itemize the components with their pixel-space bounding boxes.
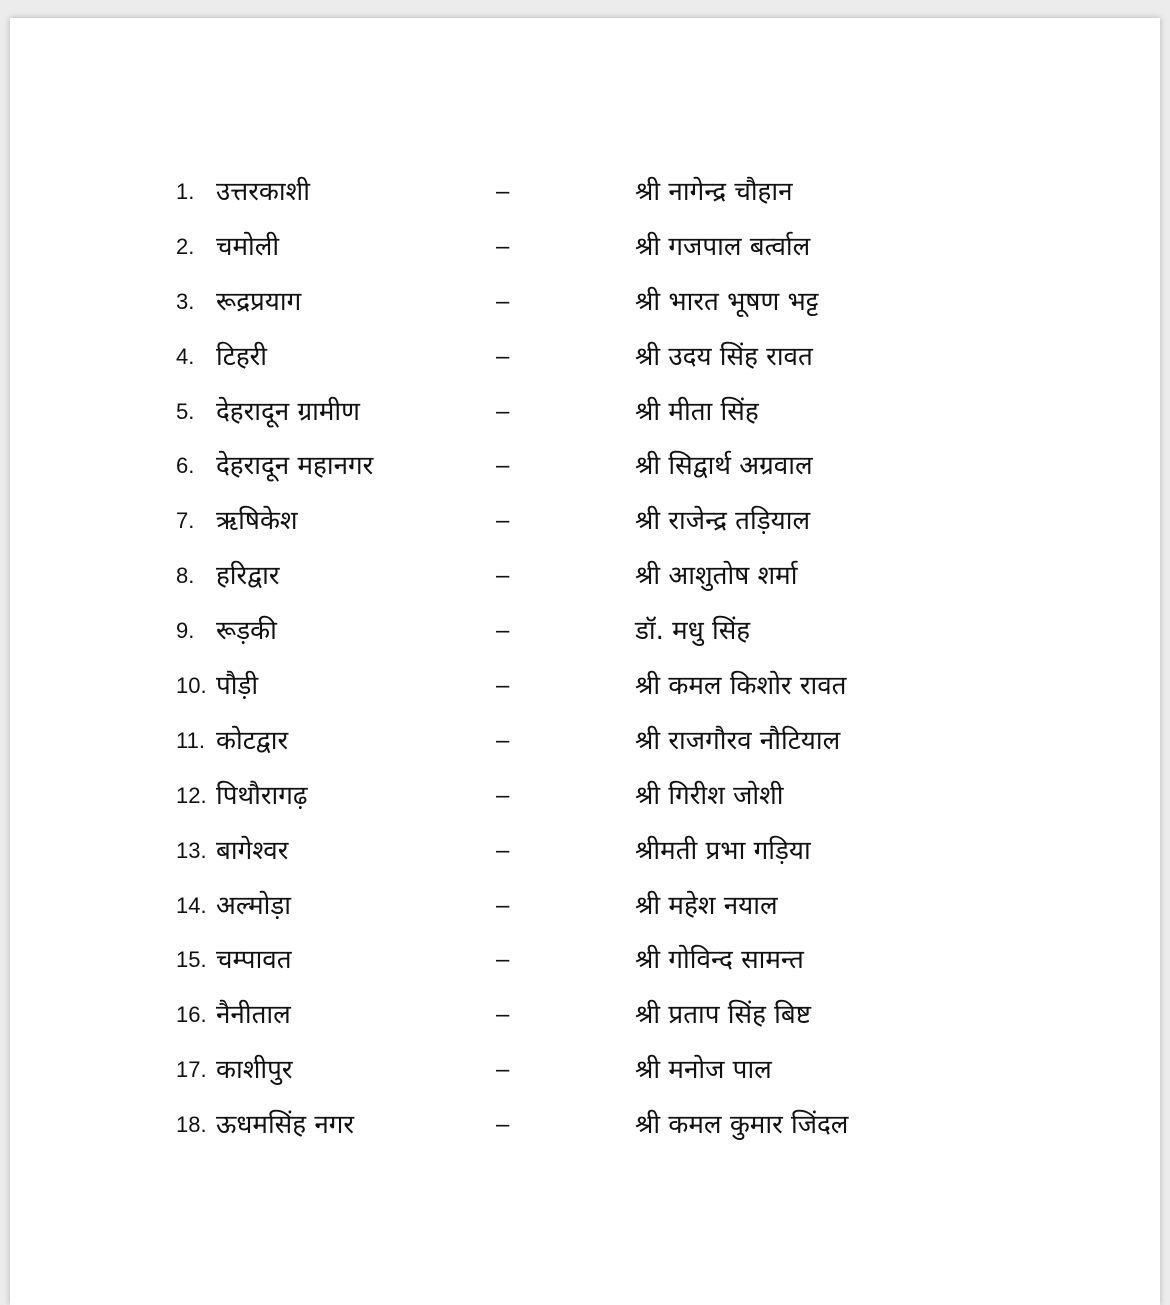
separator-dash: – <box>496 178 510 205</box>
list-item <box>10 1098 1160 1153</box>
list-item <box>10 879 1160 934</box>
separator-dash: – <box>496 891 510 919</box>
district-name: ऋषिकेश <box>216 506 298 537</box>
district-name: चम्पावत <box>216 945 292 976</box>
item-number: 10. <box>176 673 207 699</box>
item-number: 7. <box>176 508 195 534</box>
separator-dash: – <box>496 617 510 645</box>
district-name: काशीपुर <box>216 1055 293 1086</box>
item-number: 17. <box>176 1057 207 1083</box>
list-item <box>10 494 1160 549</box>
list-item <box>10 165 1160 220</box>
separator-dash: – <box>496 342 510 370</box>
item-number: 6. <box>176 453 195 479</box>
item-number: 8. <box>176 563 195 589</box>
district-name: कोटद्वार <box>216 725 289 756</box>
person-name: श्रीमती प्रभा गड़िया <box>635 835 811 866</box>
separator-dash: – <box>496 452 510 480</box>
separator-dash: – <box>496 397 510 425</box>
item-number: 3. <box>176 288 195 314</box>
list-item <box>10 933 1160 988</box>
list-item <box>10 714 1160 769</box>
district-name: उत्तरकाशी <box>216 177 310 207</box>
person-name: श्री गजपाल बर्त्वाल <box>635 231 811 262</box>
separator-dash: – <box>496 232 510 260</box>
separator-dash: – <box>496 781 510 809</box>
person-name: श्री मीता सिंह <box>635 396 759 427</box>
district-name: अल्मोड़ा <box>216 890 292 921</box>
separator-dash: – <box>496 946 510 974</box>
list-item <box>10 824 1160 879</box>
list-item <box>10 988 1160 1043</box>
person-name: श्री आशुतोष शर्मा <box>635 561 798 592</box>
district-name: देहरादून महानगर <box>216 451 374 482</box>
separator-dash: – <box>496 1001 510 1029</box>
separator-dash: – <box>496 1111 510 1139</box>
person-name: श्री मनोज पाल <box>635 1055 772 1086</box>
list-item <box>10 604 1160 659</box>
person-name: श्री नागेन्द्र चौहान <box>635 177 793 207</box>
separator-dash: – <box>496 1056 510 1084</box>
person-name: श्री प्रताप सिंह बिष्ट <box>635 1000 811 1031</box>
separator-dash: – <box>496 726 510 754</box>
separator-dash: – <box>496 836 510 864</box>
item-number: 13. <box>176 837 207 863</box>
list-item <box>10 1043 1160 1098</box>
person-name: श्री सिद्वार्थ अग्रवाल <box>635 451 813 482</box>
list-item <box>10 769 1160 824</box>
person-name: श्री गोविन्द सामन्त <box>635 945 804 976</box>
person-name: श्री उदय सिंह रावत <box>635 341 813 372</box>
item-number: 4. <box>176 343 195 369</box>
list-item <box>10 220 1160 275</box>
list-item <box>10 330 1160 385</box>
person-name: श्री गिरीश जोशी <box>635 780 784 811</box>
district-name: पौड़ी <box>216 671 259 702</box>
item-number: 18. <box>176 1112 207 1138</box>
person-name: श्री कमल किशोर रावत <box>635 671 847 702</box>
list-item <box>10 549 1160 604</box>
person-name: श्री भारत भूषण भट्ट <box>635 286 819 317</box>
person-name: श्री महेश नयाल <box>635 890 778 921</box>
separator-dash: – <box>496 672 510 700</box>
district-name: टिहरी <box>216 341 268 372</box>
person-name: श्री कमल कुमार जिंदल <box>635 1110 849 1141</box>
district-name: देहरादून ग्रामीण <box>216 396 360 427</box>
district-name: चमोली <box>216 231 280 262</box>
district-name: नैनीताल <box>216 1000 291 1031</box>
person-name: डॉ. मधु सिंह <box>635 616 751 647</box>
district-name: रूड़की <box>216 616 277 647</box>
district-name: बागेश्वर <box>216 835 289 866</box>
district-name: हरिद्वार <box>216 561 280 592</box>
district-name: ऊधमसिंह नगर <box>216 1110 355 1141</box>
item-number: 9. <box>176 618 195 644</box>
item-number: 1. <box>176 179 195 204</box>
item-number: 15. <box>176 947 207 973</box>
list-item <box>10 275 1160 330</box>
list-item <box>10 659 1160 714</box>
separator-dash: – <box>496 287 510 315</box>
separator-dash: – <box>496 507 510 535</box>
item-number: 5. <box>176 398 195 424</box>
person-name: श्री राजेन्द्र तड़ियाल <box>635 506 811 537</box>
district-list <box>10 165 1160 1153</box>
district-name: पिथौरागढ़ <box>216 780 308 811</box>
list-item <box>10 439 1160 494</box>
person-name: श्री राजगौरव नौटियाल <box>635 725 841 756</box>
item-number: 12. <box>176 782 207 808</box>
separator-dash: – <box>496 562 510 590</box>
item-number: 11. <box>176 727 205 753</box>
item-number: 16. <box>176 1002 207 1028</box>
district-name: रूद्रप्रयाग <box>216 286 302 317</box>
list-item <box>10 385 1160 440</box>
item-number: 14. <box>176 892 207 918</box>
document-page <box>10 18 1160 1305</box>
item-number: 2. <box>176 233 195 259</box>
